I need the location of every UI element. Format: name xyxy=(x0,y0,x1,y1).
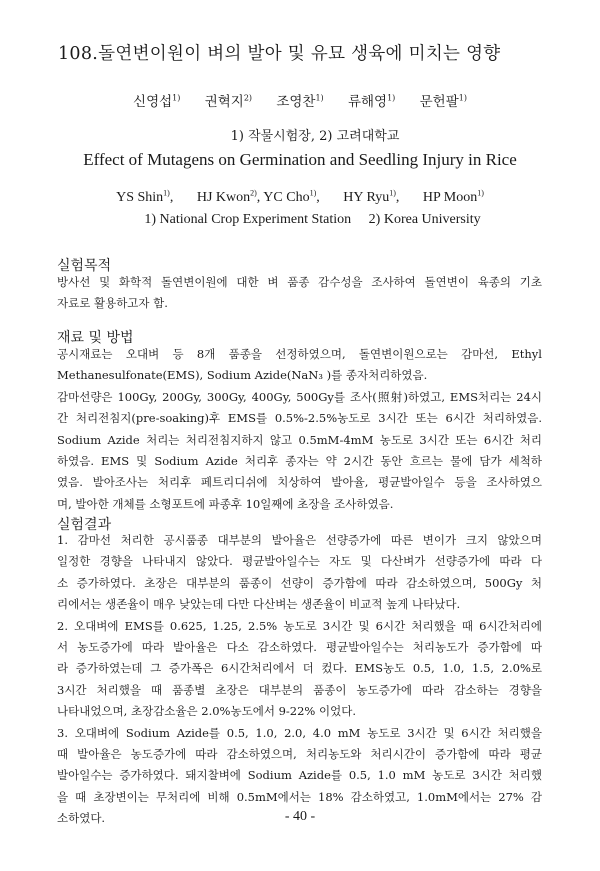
author-en-4: HY Ryu$^{1)}$ xyxy=(343,188,396,205)
text-line: 라 증가하였는데 그 증가폭은 6시간처리에서 더 컸다. EMS농도 0.5, 1.0, 1.5, 2.0%로 xyxy=(57,661,542,676)
text-line: 을 때 초장변이는 무처리에 비해 0.5mM에서는 18% 감소하였고, 1.0mM에서는 27% 감 xyxy=(57,789,542,804)
text-line: 3. 오대벼에 Sodium Azide를 0.5, 1.0, 2.0, 4.0 mM 농도로 3시간 및 6시간 처리했을 xyxy=(57,725,542,740)
section-heading-objective: 실험목적 xyxy=(57,258,112,274)
text-line: 일정한 경향을 나타내지 않았다. 평균발아일수는 자도 및 다산벼가 선량증가에 따라 다 xyxy=(57,554,542,569)
authors-english: YS Shin$^{1)}$, HJ Kwon$^{2)}$, YC Cho$^{1)}$, HY Ryu$^{1)}$, HP Moon$^{1)}$ xyxy=(116,188,484,205)
section-heading-methods: 재료 및 방법 xyxy=(57,330,134,346)
text-line: 며, 발아한 개체를 소형포트에 파종후 10일째에 초장을 조사하였음. xyxy=(57,496,394,511)
author-en-3: YC Cho$^{1)}$ xyxy=(263,188,317,205)
text-line: 발아일수는 증가하였다. 돼지찰벼에 Sodium Azide를 0.5, 1.0 mM 농도로 3시간 처리했 xyxy=(57,768,542,783)
text-line: 3시간 처리했을 때 품종별 초장은 대부분의 품종이 농도증가에 따라 감소하는 경향을 xyxy=(57,682,542,697)
text-line: 간 처리전침지(pre-soaking)후 EMS를 0.5%-2.5%농도로 3시간 또는 6시간 처리하였음. xyxy=(57,411,542,426)
text-line: 감마선량은 100Gy, 200Gy, 300Gy, 400Gy, 500Gy를 조사(照射)하였고, EMS처리는 24시 xyxy=(57,389,542,404)
affiliations-korean: 1) 작물시험장, 2) 고려대학교 xyxy=(230,129,400,144)
author-ko-4: 류해영$^{1)}$ xyxy=(347,93,396,110)
section-heading-results: 실험결과 xyxy=(57,517,112,533)
section-body-objective xyxy=(57,272,542,315)
text-line: 때 발아율은 농도증가에 따라 감소하였으며, 처리농도와 처리시간이 증가함에 따라 평균 xyxy=(57,747,542,762)
section-body-results xyxy=(57,530,542,830)
author-ko-3: 조영찬$^{1)}$ xyxy=(276,93,324,110)
section-body-methods xyxy=(57,344,542,515)
author-ko-5: 문헌팔$^{1)}$ xyxy=(419,93,467,110)
text-line: 였음. 발아조사는 처리후 페트리디쉬에 치상하여 발아율, 평균발아일수 등을 조사하였으 xyxy=(57,475,542,490)
author-en-2: HJ Kwon$^{2)}$ xyxy=(196,188,257,205)
author-en-1: YS Shin$^{1)}$ xyxy=(116,188,170,205)
text-line: 소하였다. xyxy=(57,811,106,826)
author-ko-2: 권혁지$^{2)}$ xyxy=(204,93,253,110)
author-en-5: HP Moon$^{1)}$ xyxy=(422,188,484,205)
text-line: 하였음. EMS 및 Sodium Azide 처리후 종자는 약 2시간 동안 흐르는 물에 담가 세척하 xyxy=(57,454,542,469)
authors-korean xyxy=(0,90,600,110)
text-line: 자료로 활용하고자 함. xyxy=(57,296,168,311)
text-line: 서 농도증가에 따라 발아율은 다소 감소하였다. 평균발아일수는 처리농도가 증가함에 따 xyxy=(57,640,542,655)
text-line: 2. 오대벼에 EMS를 0.625, 1.25, 2.5% 농도로 3시간 및 6시간 처리했을 때 6시간처리에 xyxy=(57,618,542,633)
text-line: Methanesulfonate(EMS), Sodium Azide(NaN₃ )를 종자처리하였음. xyxy=(57,368,428,383)
text-line: 소 증가하였다. 초장은 대부분의 품종이 선량이 증가함에 따라 감소하였으며, 500Gy 처 xyxy=(57,575,542,590)
title-english: Effect of Mutagens on Germination and Seedling Injury in Rice xyxy=(83,150,517,169)
text-line: 리에서는 생존율이 매우 낮았는데 다만 다산벼는 생존율이 비교적 높게 나타났다. xyxy=(57,597,461,612)
text-line: 방사선 및 화학적 돌연변이원에 대한 벼 품종 감수성을 조사하여 돌연변이 육종의 기초 xyxy=(57,275,542,289)
title-korean: 108.돌연변이원이 벼의 발아 및 유묘 생육에 미치는 영향 xyxy=(58,44,501,64)
author-ko-1: 신영섭$^{1)}$ xyxy=(133,93,181,110)
text-line: Sodium Azide 처리는 처리전침지하지 않고 0.5mM-4mM 농도로 3시간 또는 6시간 처리 xyxy=(57,432,542,447)
affiliations-english: 1) National Crop Experiment Station 2) Korea University xyxy=(144,212,481,227)
text-line: 공시재료는 오대벼 등 8개 품종을 선정하였으며, 돌연변이원으로는 감마선, Ethyl xyxy=(57,347,542,361)
text-line: 1. 감마선 처리한 공시품종 대부분의 발아율은 선량증가에 따른 변이가 크지 않았으며 xyxy=(57,533,542,547)
text-line: 나타내었으며, 초장감소율은 2.0%농도에서 9-22% 이었다. xyxy=(57,704,356,719)
page-number: - 40 - xyxy=(284,809,316,824)
